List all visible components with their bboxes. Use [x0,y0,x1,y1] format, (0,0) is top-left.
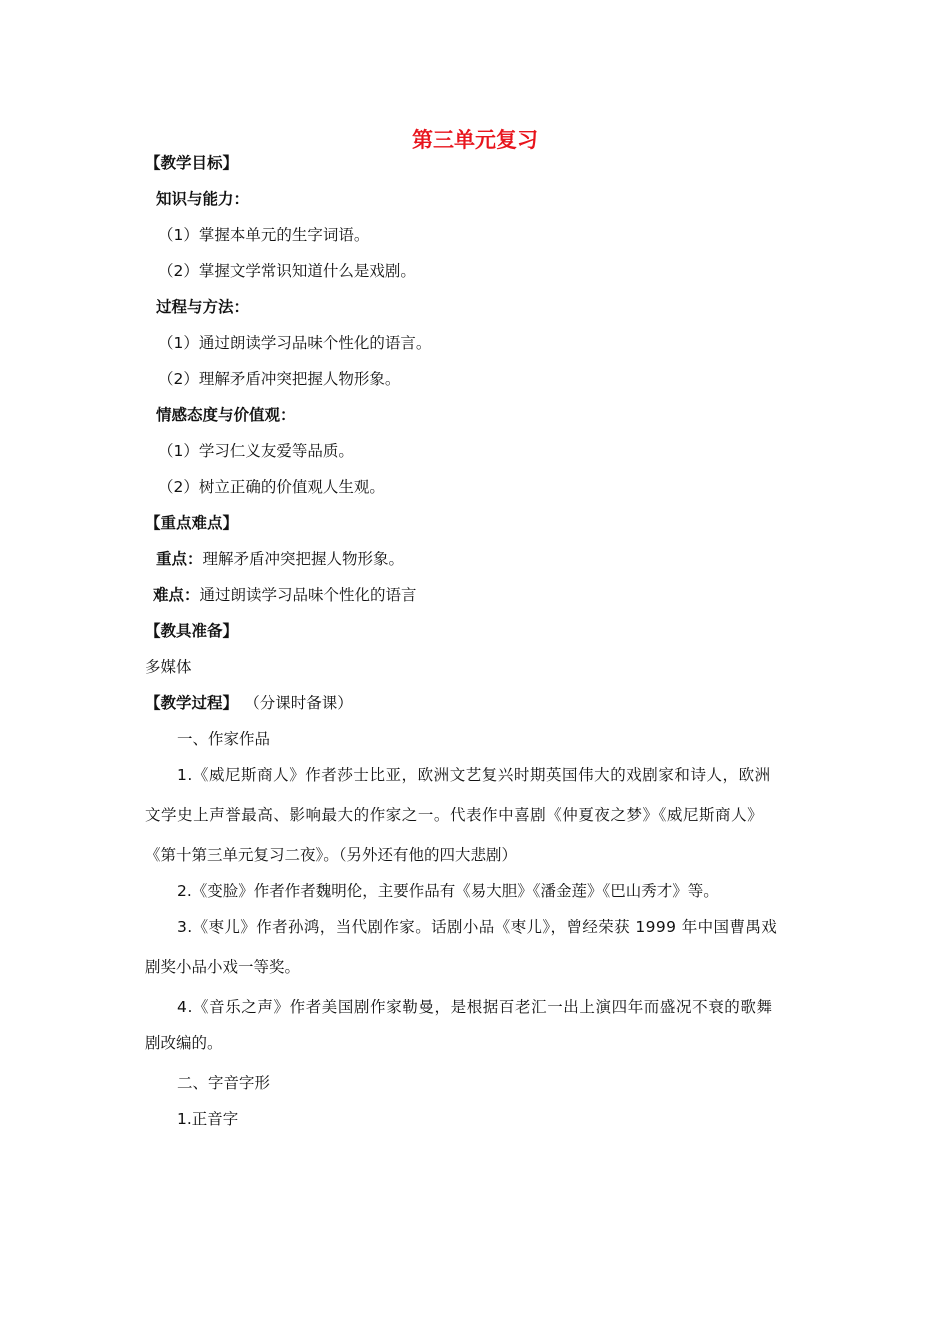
paragraph-line: 《第十第三单元复习二夜》。（另外还有他的四大悲剧） [145,846,518,864]
paragraph-line: 文学史上声誉最高、影响最大的作家之一。代表作中喜剧《仲夏夜之梦》《威尼斯商人》 [145,806,764,824]
tools-text: 多媒体 [145,658,192,676]
emotion-item: （1）学习仁义友爱等品质。 [158,442,354,460]
paragraph-line: 剧奖小品小戏一等奖。 [145,958,301,976]
process-item: （1）通过朗读学习品味个性化的语言。 [158,334,432,352]
difficult-text: 通过朗读学习品味个性化的语言 [199,586,417,604]
difficult-label: 难点： [153,586,200,604]
process-section-note: （分课时备课） [252,694,353,712]
paragraph-line: 3.《枣儿》作者孙鸿，当代剧作家。话剧小品《枣儿》，曾经荣获 1999 年中国曹禺戏 [177,918,778,936]
key-text: 理解矛盾冲突把握人物形象。 [202,550,405,568]
emotion-item: （2）树立正确的价值观人生观。 [158,478,385,496]
paragraph-line: 2.《变脸》作者作者魏明伦，主要作品有《易大胆》《潘金莲》《巴山秀才》等。 [177,882,719,900]
difficult-point-line [153,585,417,605]
tools-heading: 【教具准备】 [145,622,239,640]
page-title: 第三单元复习 [412,128,538,152]
knowledge-item: （1）掌握本单元的生字词语。 [158,226,370,244]
emotion-heading: 情感态度与价值观： [156,406,296,424]
part-heading: 二、字音字形 [177,1074,271,1092]
paragraph-line: 1.《威尼斯商人》作者莎士比亚，欧洲文艺复兴时期英国伟大的戏剧家和诗人，欧洲 [177,766,771,784]
process-section-heading: 【教学过程】 [145,694,239,712]
key-point-line [156,549,404,569]
part-heading: 一、作家作品 [177,730,271,748]
key-points-heading: 【重点难点】 [145,514,239,532]
paragraph-line: 4.《音乐之声》作者美国剧作家勒曼，是根据百老汇一出上演四年而盛况不衰的歌舞 [177,998,773,1016]
process-item: （2）理解矛盾冲突把握人物形象。 [158,370,401,388]
process-section-heading-line [145,693,353,713]
knowledge-heading: 知识与能力： [156,190,250,208]
key-label: 重点： [156,550,203,568]
process-heading: 过程与方法： [156,298,250,316]
list-item: 1.正音字 [177,1110,239,1128]
knowledge-item: （2）掌握文学常识知道什么是戏剧。 [158,262,416,280]
paragraph-line: 剧改编的。 [145,1034,223,1052]
goals-heading: 【教学目标】 [145,154,239,172]
